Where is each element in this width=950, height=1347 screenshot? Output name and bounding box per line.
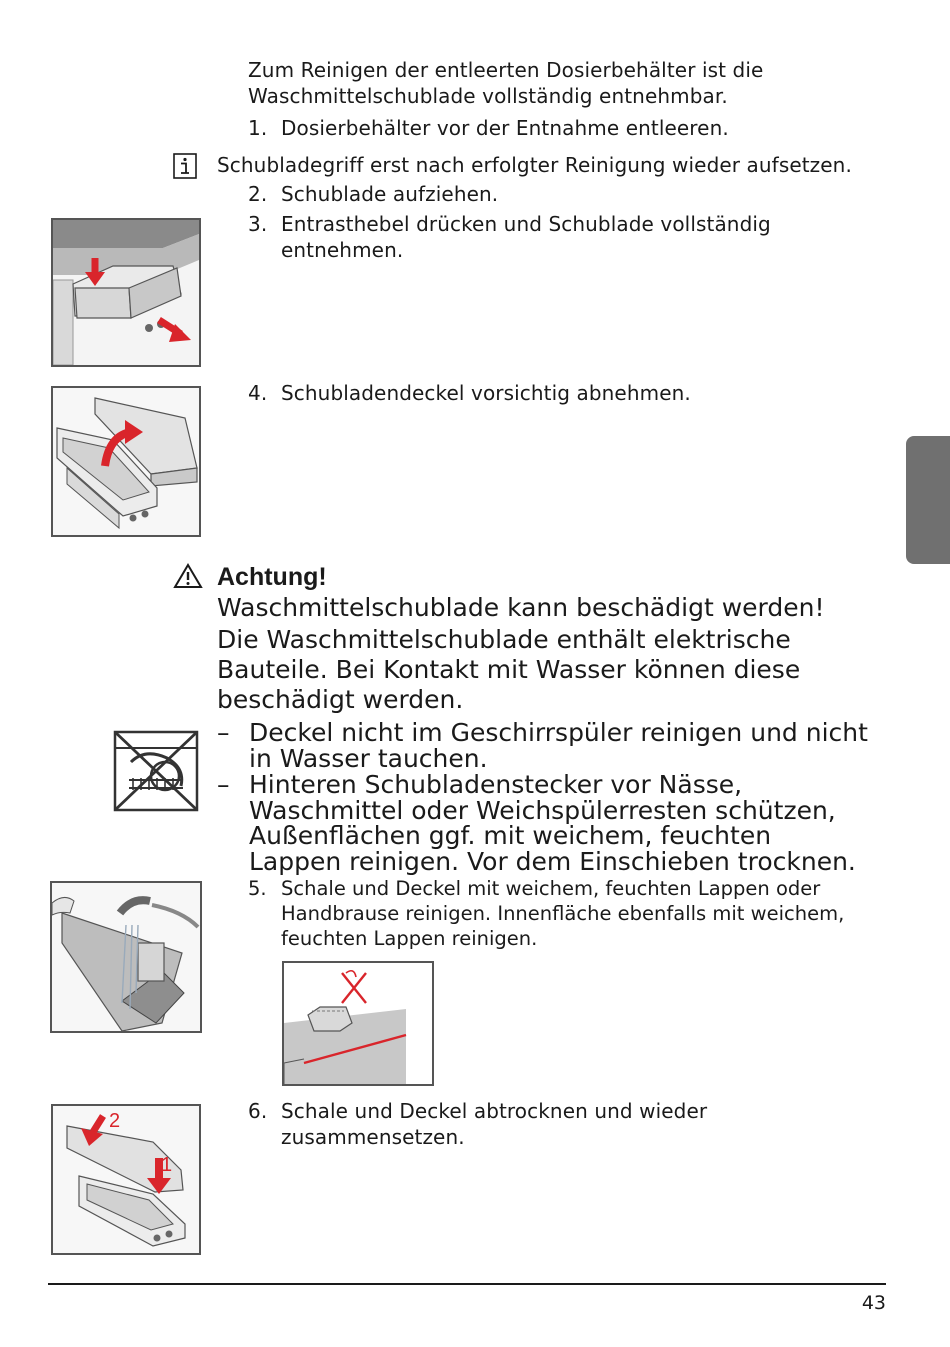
step-text: Entrasthebel drücken und Schublade vollständig entnehmen. <box>281 212 771 262</box>
step-text: Schale und Deckel abtrocknen und wieder zusammensetzen. <box>281 1099 708 1149</box>
chapter-tab <box>906 436 950 564</box>
info-note: Schubladegriff erst nach erfolgter Reinigung wieder aufsetzen. <box>217 153 852 177</box>
figure-label-2: 2 <box>109 1110 121 1132</box>
dash-mark: – <box>217 718 230 747</box>
no-dishwasher-icon <box>111 728 201 814</box>
warning-title: Achtung! <box>217 563 327 591</box>
step-text: Schublade aufziehen. <box>281 182 499 206</box>
figure-drawer-removal <box>51 218 201 367</box>
figure-reassembly <box>51 1104 201 1255</box>
intro-text: Zum Reinigen der entleerten Dosierbehälter ist die Waschmittelschublade vollständig entnehmbar. <box>248 58 764 108</box>
figure-lid-removal <box>51 386 201 537</box>
figure-label-1: 1 <box>161 1154 173 1176</box>
step-text: Schale und Deckel mit weichem, feuchten Lappen oder Handbrause reinigen. Innenfläche ebenfalls mit weichem, feuchten Lappen reinigen. <box>281 877 845 950</box>
warning-headline: Waschmittelschublade kann beschädigt werden! <box>217 593 825 622</box>
bullet-text: Hinteren Schubladenstecker vor Nässe, Waschmittel oder Weichspülerresten schützen, Außenflächen ggf. mit weichem, feuchten Lappen reinigen. Vor dem Einschieben trocknen. <box>249 770 856 876</box>
step-number: 1. <box>248 116 268 140</box>
step-1 <box>248 115 888 141</box>
bullet-text: Deckel nicht im Geschirrspüler reinigen und nicht in Wasser tauchen. <box>249 718 868 773</box>
dash-mark: – <box>217 770 230 799</box>
step-text: Dosierbehälter vor der Entnahme entleeren. <box>281 116 729 140</box>
warning-bullet-2 <box>217 772 867 874</box>
figure-no-immersion <box>282 961 434 1086</box>
warning-bullet-1 <box>217 720 877 771</box>
step-6 <box>248 1098 808 1150</box>
step-5 <box>248 876 888 951</box>
step-number: 5. <box>248 877 267 900</box>
step-3 <box>248 211 808 263</box>
info-icon <box>173 153 197 179</box>
step-4 <box>248 380 888 406</box>
step-number: 3. <box>248 212 268 236</box>
warning-triangle-icon <box>173 563 203 589</box>
step-number: 4. <box>248 381 268 405</box>
footer-rule <box>48 1283 886 1285</box>
step-2 <box>248 181 888 207</box>
warning-text: Die Waschmittelschublade enthält elektrische Bauteile. Bei Kontakt mit Wasser können diese beschädigt werden. <box>217 625 801 714</box>
step-number: 2. <box>248 182 268 206</box>
step-number: 6. <box>248 1099 268 1123</box>
figure-shower-cleaning <box>50 881 202 1033</box>
page-number: 43 <box>861 1292 886 1314</box>
step-text: Schubladendeckel vorsichtig abnehmen. <box>281 381 691 405</box>
